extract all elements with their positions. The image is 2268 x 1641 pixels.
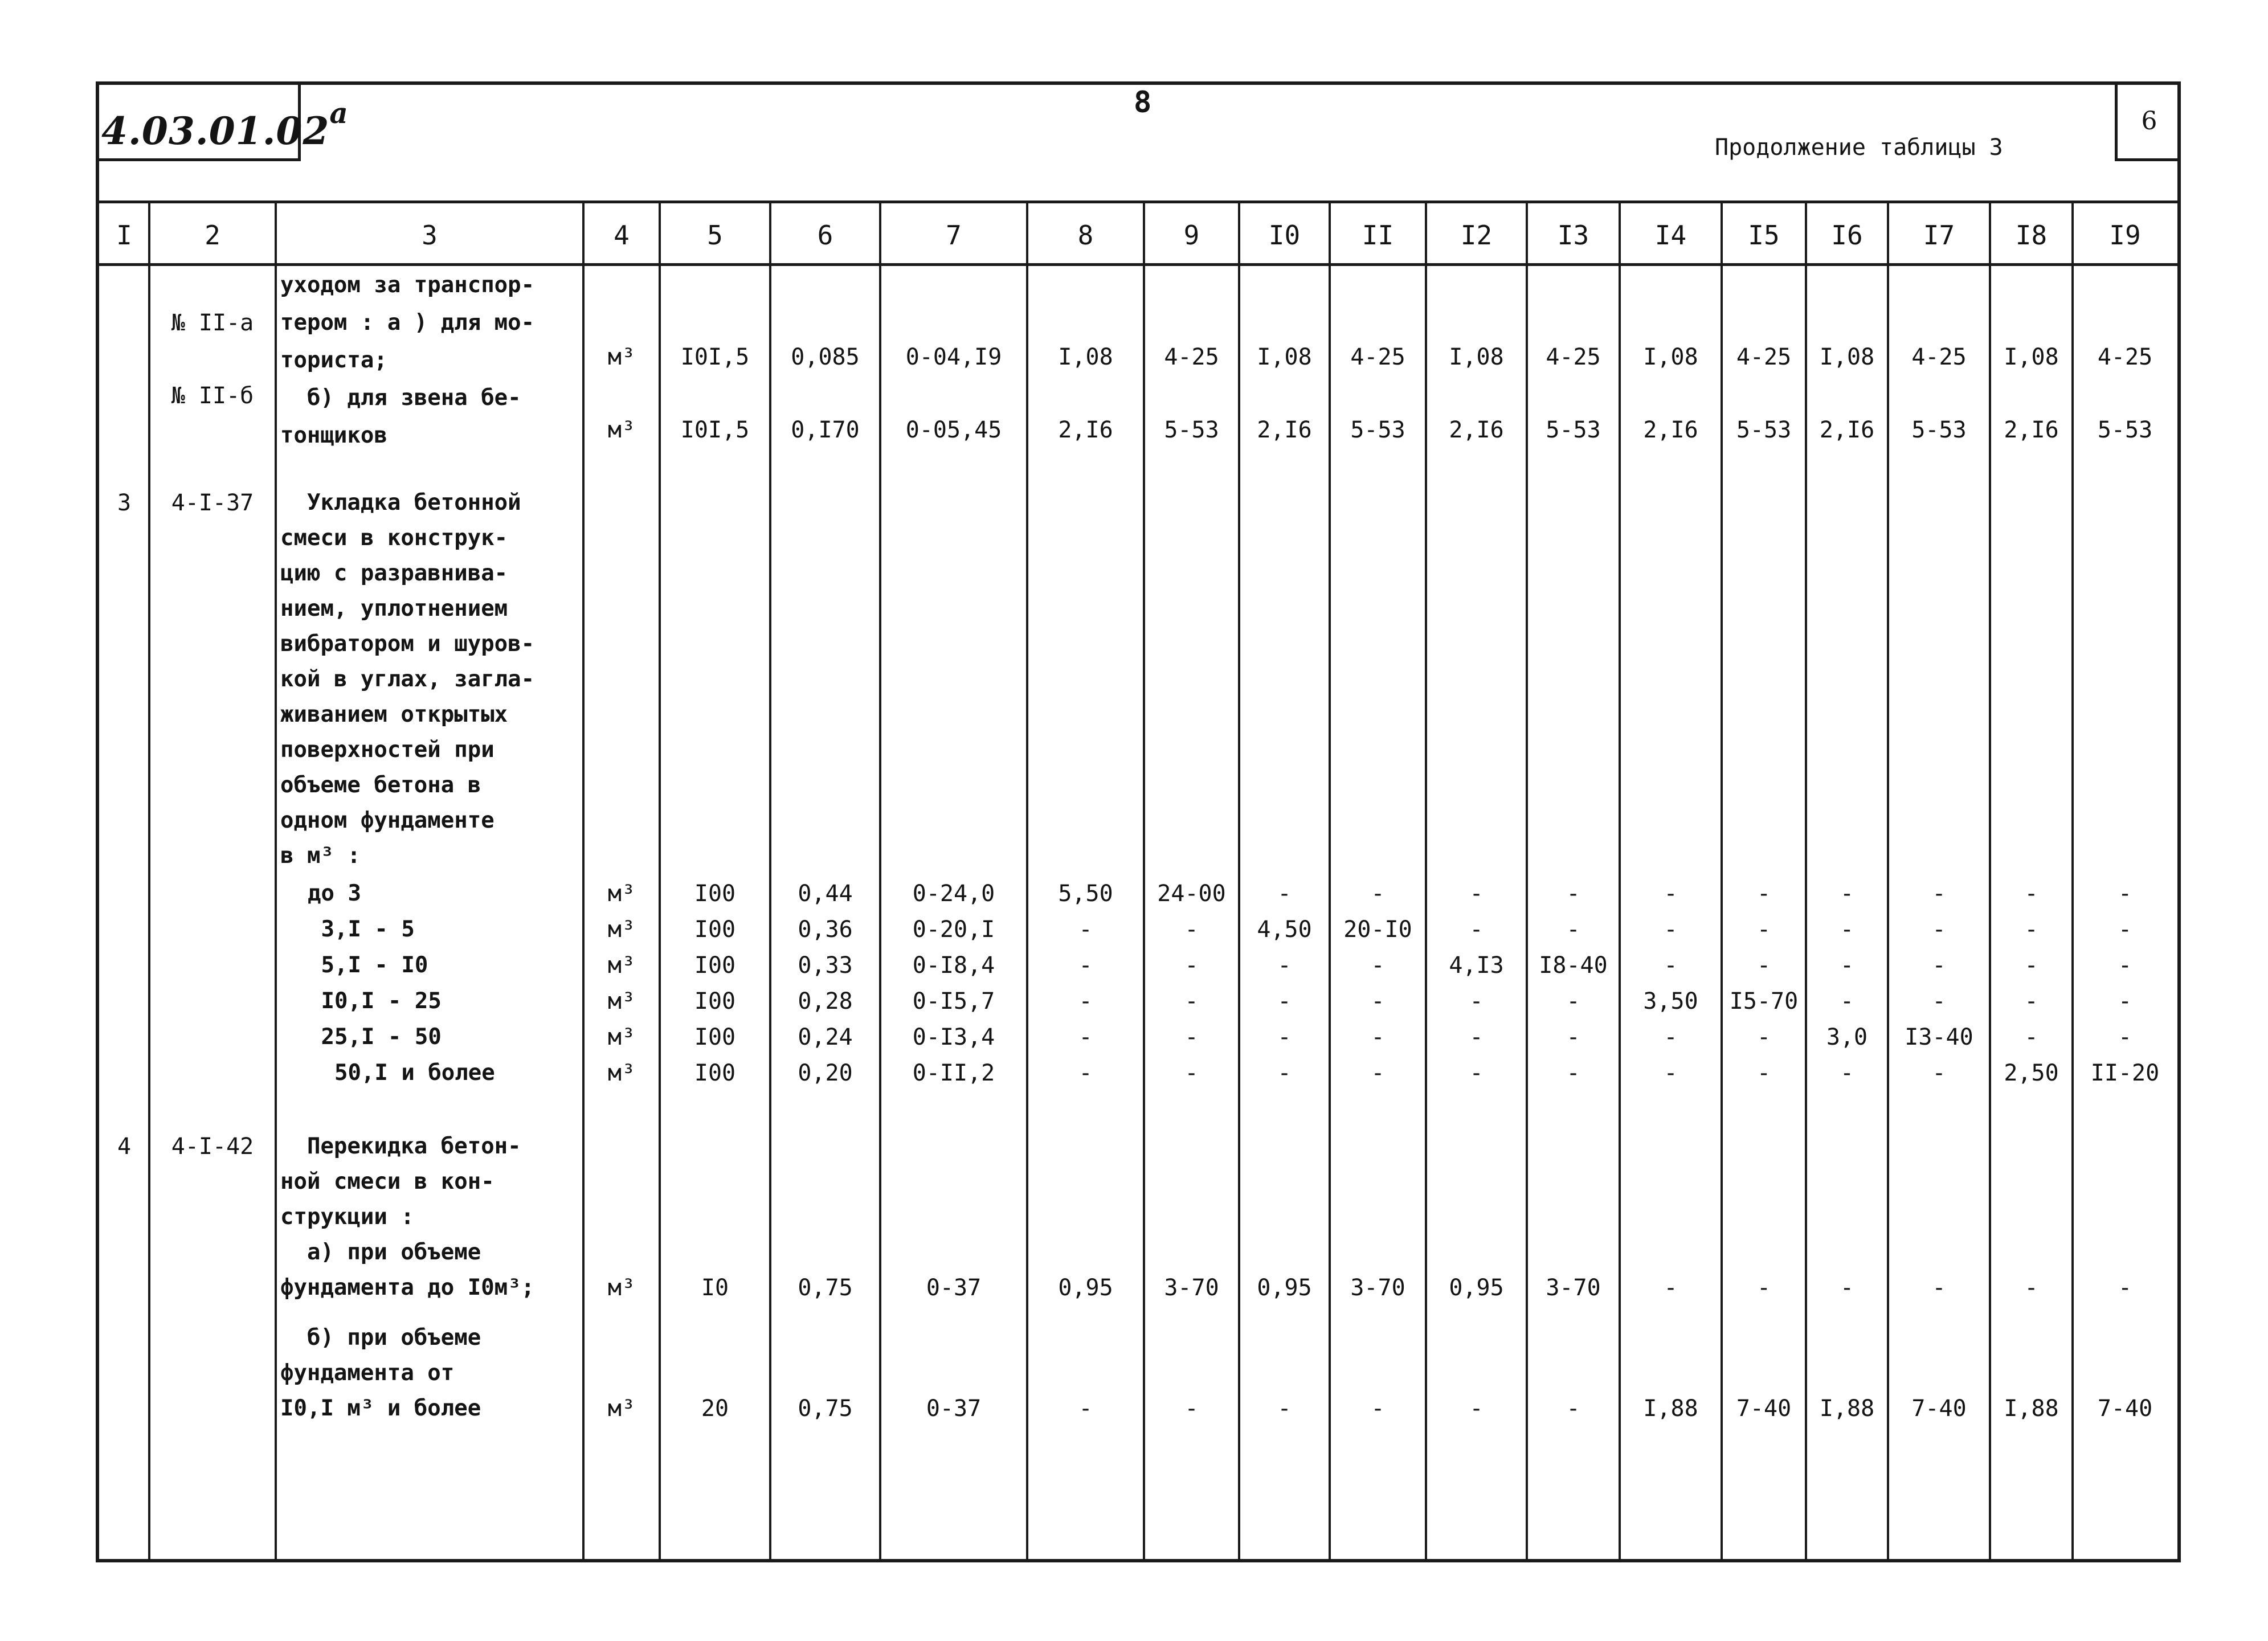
table-cell: - <box>2024 1275 2038 1301</box>
table-cell: 0-I8,4 <box>912 952 995 979</box>
table-cell: 0-I3,4 <box>912 1024 995 1050</box>
table-cell: - <box>1277 1060 1292 1086</box>
table-cell: I,88 <box>1643 1396 1698 1422</box>
description-line: тером : а ) для мо- <box>280 310 535 335</box>
table-cell: 0-20,I <box>912 916 995 943</box>
description-line: б) при объеме <box>280 1325 481 1351</box>
table-cell: 5-53 <box>1350 417 1405 443</box>
table-cell: - <box>1078 1060 1093 1086</box>
column-header: I <box>116 220 132 251</box>
row-code: 4-I-37 <box>171 490 254 516</box>
table-cell: м³ <box>607 881 636 907</box>
table-cell: 3,50 <box>1643 988 1698 1014</box>
table-cell: - <box>1184 952 1199 979</box>
table-cell: - <box>2118 916 2132 943</box>
description-line: Укладка бетонной <box>280 490 521 515</box>
column-header: I7 <box>1923 220 1955 251</box>
table-cell: 0,I70 <box>791 417 860 443</box>
column-header: 7 <box>946 220 962 251</box>
table-cell: 4-25 <box>1546 344 1601 370</box>
table-cell: 2,I6 <box>1257 417 1312 443</box>
table-cell: 4-25 <box>2097 344 2153 370</box>
description-line: смеси в конструк- <box>280 525 508 551</box>
table-cell: - <box>1932 881 1946 907</box>
description-line: тонщиков <box>280 423 387 448</box>
table-cell: 4,50 <box>1257 916 1312 943</box>
table-cell: I,88 <box>2004 1396 2059 1422</box>
table-cell: - <box>1078 916 1093 943</box>
table-cell: - <box>1469 881 1484 907</box>
table-cell: I0I,5 <box>680 344 750 370</box>
table-cell: 0,33 <box>798 952 853 979</box>
table-cell: 0-04,I9 <box>905 344 1002 370</box>
header-divider <box>99 200 2177 203</box>
table-cell: 0,44 <box>798 881 853 907</box>
table-cell: I,08 <box>1819 344 1875 370</box>
description-line: ториста; <box>280 347 387 373</box>
column-header: 8 <box>1077 220 1094 251</box>
table-cell: - <box>2024 988 2038 1014</box>
table-cell: - <box>1756 881 1771 907</box>
table-cell: - <box>1840 1060 1854 1086</box>
column-header: 5 <box>707 220 723 251</box>
table-cell: 7-40 <box>1736 1396 1792 1422</box>
table-cell: 0-37 <box>926 1396 982 1422</box>
table-cell: - <box>1664 1024 1678 1050</box>
table-cell: 0-II,2 <box>912 1060 995 1086</box>
table-cell: м³ <box>607 1275 636 1301</box>
table-cell: I0I,5 <box>680 417 750 443</box>
stamp-code: 4.03.01.02 <box>101 109 330 153</box>
description-line: объеме бетона в <box>280 772 481 798</box>
table-cell: - <box>2118 881 2132 907</box>
table-cell: - <box>1371 988 1385 1014</box>
table-cell: 3-70 <box>1350 1275 1405 1301</box>
table-cell: I0 <box>701 1275 729 1301</box>
description-line: I0,I м³ и более <box>280 1396 481 1421</box>
table-cell: м³ <box>607 1024 636 1050</box>
page-number: 8 <box>1134 85 1152 120</box>
description-line: а) при объеме <box>280 1239 481 1265</box>
table-cell: 0-24,0 <box>912 881 995 907</box>
table-cell: - <box>1932 1060 1946 1086</box>
table-cell: м³ <box>607 916 636 943</box>
range-label: 5,I - I0 <box>308 952 428 978</box>
column-header: 3 <box>422 220 438 251</box>
description-line: фундамента до I0м³; <box>280 1275 535 1300</box>
table-cell: I00 <box>694 1060 736 1086</box>
table-cell: - <box>1277 952 1292 979</box>
row-code: № II-а <box>171 310 254 336</box>
table-cell: - <box>1277 1024 1292 1050</box>
table-cell: II-20 <box>2090 1060 2160 1086</box>
table-cell: - <box>2118 952 2132 979</box>
table-cell: - <box>1184 988 1199 1014</box>
table-cell: I,88 <box>1819 1396 1875 1422</box>
table-cell: - <box>1371 1024 1385 1050</box>
table-cell: 4-25 <box>1736 344 1792 370</box>
table-cell: 0,085 <box>791 344 860 370</box>
table-cell: - <box>1184 1024 1199 1050</box>
table-cell: - <box>1566 1024 1580 1050</box>
column-header: I9 <box>2109 220 2141 251</box>
range-label: 50,I и более <box>308 1060 495 1086</box>
table-cell: I,08 <box>1449 344 1504 370</box>
description-line: цию с разравнива- <box>280 560 508 586</box>
table-cell: - <box>1469 988 1484 1014</box>
table-cell: 0,75 <box>798 1396 853 1422</box>
table-cell: - <box>1566 1060 1580 1086</box>
table-cell: 2,I6 <box>1058 417 1113 443</box>
table-cell: 0,95 <box>1058 1275 1113 1301</box>
column-header: 4 <box>614 220 630 251</box>
table-cell: 0,20 <box>798 1060 853 1086</box>
table-cell: - <box>1566 881 1580 907</box>
range-label: 3,I - 5 <box>308 916 415 942</box>
table-cell: 0,95 <box>1449 1275 1504 1301</box>
description-line: Перекидка бетон- <box>280 1133 521 1159</box>
table-cell: 0,36 <box>798 916 853 943</box>
table-cell: - <box>1469 1396 1484 1422</box>
table-cell: 5-53 <box>2097 417 2153 443</box>
description-line: в м³ : <box>280 843 361 869</box>
table-cell: м³ <box>607 952 636 979</box>
table-cell: I00 <box>694 988 736 1014</box>
description-line: живанием открытых <box>280 702 508 727</box>
row-code: 4-I-42 <box>171 1133 254 1160</box>
description-line: кой в углах, загла- <box>280 666 535 692</box>
table-cell: - <box>1277 1396 1292 1422</box>
table-cell: - <box>1184 1060 1199 1086</box>
table-cell: - <box>1078 1396 1093 1422</box>
table-cell: 5,50 <box>1058 881 1113 907</box>
table-cell: - <box>1932 916 1946 943</box>
table-cell: I00 <box>694 1024 736 1050</box>
table-cell: I00 <box>694 881 736 907</box>
range-label: I0,I - 25 <box>308 988 442 1014</box>
table-cell: - <box>1566 916 1580 943</box>
description-line: фундамента от <box>280 1360 455 1386</box>
column-header: I2 <box>1460 220 1493 251</box>
table-cell: - <box>1371 881 1385 907</box>
description-line: одном фундаменте <box>280 808 495 833</box>
table-cell: 0-05,45 <box>905 417 1002 443</box>
description-line: б) для звена бе- <box>280 385 521 411</box>
table-cell: 24-00 <box>1157 881 1226 907</box>
table-cell: 7-40 <box>1911 1396 1967 1422</box>
column-header: I5 <box>1748 220 1780 251</box>
row-number: 3 <box>117 490 132 516</box>
table-cell: - <box>1756 1275 1771 1301</box>
table-cell: - <box>1756 1024 1771 1050</box>
description-line: струкции : <box>280 1204 414 1230</box>
column-header: 6 <box>817 220 833 251</box>
table-cell: 0,28 <box>798 988 853 1014</box>
table-cell: 20-I0 <box>1343 916 1412 943</box>
table-cell: 7-40 <box>2097 1396 2153 1422</box>
document-stamp <box>96 81 349 161</box>
table-cell: - <box>1756 1060 1771 1086</box>
table-cell: 4-25 <box>1164 344 1219 370</box>
table-cell: - <box>2024 952 2038 979</box>
table-cell: 4-25 <box>1350 344 1405 370</box>
table-cell: - <box>1756 952 1771 979</box>
table-cell: - <box>1078 952 1093 979</box>
table-cell: - <box>1664 952 1678 979</box>
table-cell: - <box>1078 988 1093 1014</box>
table-cell: I,08 <box>1257 344 1312 370</box>
table-cell: - <box>1932 952 1946 979</box>
table-cell: I00 <box>694 916 736 943</box>
table-cell: 0-I5,7 <box>912 988 995 1014</box>
table-cell: - <box>2024 1024 2038 1050</box>
table-cell: - <box>1078 1024 1093 1050</box>
table-cell: м³ <box>607 988 636 1014</box>
range-label: до 3 <box>308 881 361 906</box>
table-cell: - <box>1664 1275 1678 1301</box>
table-cell: I5-70 <box>1729 988 1799 1014</box>
description-line: нием, уплотнением <box>280 596 508 621</box>
table-cell: - <box>1664 916 1678 943</box>
table-cell: м³ <box>607 417 636 443</box>
table-cell: I8-40 <box>1539 952 1608 979</box>
table-cell: 5-53 <box>1546 417 1601 443</box>
table-cell: - <box>1840 1275 1854 1301</box>
table-cell: 2,I6 <box>2004 417 2059 443</box>
table-cell: - <box>1566 1396 1580 1422</box>
table-cell: I00 <box>694 952 736 979</box>
table-cell: м³ <box>607 1060 636 1086</box>
table-cell: 3-70 <box>1546 1275 1601 1301</box>
row-number: 4 <box>117 1133 132 1160</box>
table-cell: - <box>1469 1024 1484 1050</box>
table-cell: I,08 <box>1058 344 1113 370</box>
table-cell: - <box>1371 952 1385 979</box>
column-header: I0 <box>1268 220 1301 251</box>
table-cell: - <box>2118 1275 2132 1301</box>
table-cell: - <box>1932 1275 1946 1301</box>
table-cell: 0,75 <box>798 1275 853 1301</box>
table-cell: - <box>1184 1396 1199 1422</box>
table-cell: 4,I3 <box>1449 952 1504 979</box>
table-cell: I,08 <box>1643 344 1698 370</box>
table-cell: - <box>1184 916 1199 943</box>
table-cell: 5-53 <box>1911 417 1967 443</box>
description-line: вибратором и шуров- <box>280 631 535 657</box>
table-cell: - <box>1277 881 1292 907</box>
column-header: II <box>1362 220 1394 251</box>
continuation-title: Продолжение таблицы 3 <box>1715 134 2003 161</box>
table-cell: 20 <box>701 1396 729 1422</box>
table-cell: - <box>1840 952 1854 979</box>
column-header: I6 <box>1831 220 1863 251</box>
table-cell: - <box>1277 988 1292 1014</box>
table-cell: - <box>1840 881 1854 907</box>
table-cell: - <box>1664 881 1678 907</box>
sheet-number: 6 <box>2115 81 2181 161</box>
description-line: ной смеси в кон- <box>280 1169 495 1194</box>
table-cell: - <box>1932 988 1946 1014</box>
column-header: I3 <box>1557 220 1589 251</box>
table-cell: 2,I6 <box>1819 417 1875 443</box>
table-cell: 3,0 <box>1826 1024 1868 1050</box>
table-cell: 3-70 <box>1164 1275 1219 1301</box>
header-bottom-line <box>99 263 2177 266</box>
column-header: 9 <box>1183 220 1200 251</box>
table-cell: 4-25 <box>1911 344 1967 370</box>
table-cell: - <box>1371 1396 1385 1422</box>
table-cell: - <box>1840 916 1854 943</box>
table-cell: 0,24 <box>798 1024 853 1050</box>
table-cell: м³ <box>607 1396 636 1422</box>
table-cell: - <box>1840 988 1854 1014</box>
table-cell: - <box>1566 988 1580 1014</box>
table-cell: 0,95 <box>1257 1275 1312 1301</box>
table-cell: - <box>2118 1024 2132 1050</box>
row-code: № II-б <box>171 383 254 409</box>
table-cell: - <box>2024 916 2038 943</box>
table-cell: I,08 <box>2004 344 2059 370</box>
column-header: I4 <box>1654 220 1687 251</box>
table-cell: 2,50 <box>2004 1060 2059 1086</box>
table-cell: I3-40 <box>1905 1024 1973 1050</box>
table-cell: 5-53 <box>1736 417 1792 443</box>
stamp-suffix: a <box>329 96 349 130</box>
table-cell: 0-37 <box>926 1275 982 1301</box>
table-cell: - <box>2118 988 2132 1014</box>
table-cell: 2,I6 <box>1449 417 1504 443</box>
table-cell: м³ <box>607 344 636 370</box>
column-header: 2 <box>205 220 220 251</box>
table-cell: 2,I6 <box>1643 417 1698 443</box>
table-cell: 5-53 <box>1164 417 1219 443</box>
description-line: уходом за транспор- <box>280 272 535 298</box>
table-cell: - <box>1756 916 1771 943</box>
table-cell: - <box>1664 1060 1678 1086</box>
column-header: I8 <box>2015 220 2048 251</box>
table-cell: - <box>1371 1060 1385 1086</box>
table-cell: - <box>2024 881 2038 907</box>
table-cell: - <box>1469 1060 1484 1086</box>
table-cell: - <box>1469 916 1484 943</box>
range-label: 25,I - 50 <box>308 1024 442 1050</box>
description-line: поверхностей при <box>280 737 495 763</box>
